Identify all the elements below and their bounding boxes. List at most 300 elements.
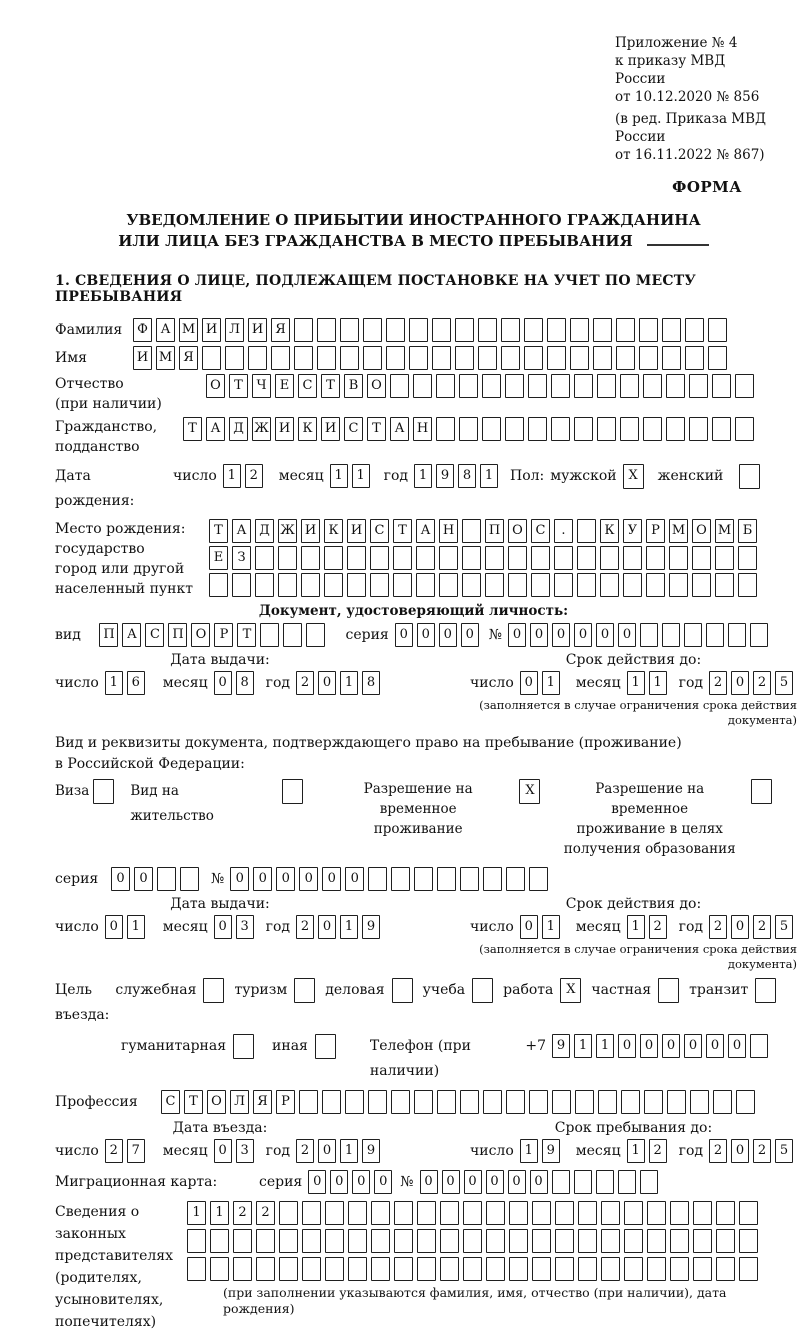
given-name-char-cell[interactable]: [593, 346, 612, 370]
given-name-char-cell[interactable]: [616, 346, 635, 370]
representative-char-cell[interactable]: [601, 1201, 620, 1225]
profession-char-cell[interactable]: [391, 1090, 410, 1114]
given-name-char-cell[interactable]: [317, 346, 336, 370]
birth-place-char-cell[interactable]: [600, 573, 619, 597]
representative-char-cell[interactable]: [578, 1201, 597, 1225]
entry-day-cell[interactable]: 7: [127, 1139, 145, 1163]
birth-place-char-cell[interactable]: [715, 546, 734, 570]
representative-char-cell[interactable]: [693, 1201, 712, 1225]
surname-char-cell[interactable]: И: [248, 318, 267, 342]
representative-char-cell[interactable]: [187, 1229, 206, 1253]
citizenship-char-cell[interactable]: А: [206, 417, 225, 441]
migration-number-cell[interactable]: 0: [530, 1170, 548, 1194]
representative-char-cell[interactable]: [394, 1201, 413, 1225]
patronymic-char-cell[interactable]: Ч: [252, 374, 271, 398]
residence-permit-checkbox-cell[interactable]: [282, 779, 303, 804]
citizenship-char-cell[interactable]: С: [344, 417, 363, 441]
migration-number-cell[interactable]: [640, 1170, 658, 1194]
surname-char-cell[interactable]: [685, 318, 704, 342]
profession-char-cell[interactable]: [299, 1090, 318, 1114]
representative-char-cell[interactable]: [486, 1257, 505, 1281]
surname-char-cell[interactable]: [386, 318, 405, 342]
representative-char-cell[interactable]: [417, 1201, 436, 1225]
issue-day-cell[interactable]: 0: [105, 915, 123, 939]
residence-series-cell[interactable]: [157, 867, 176, 891]
representative-char-cell[interactable]: [302, 1229, 321, 1253]
doc-number-cell[interactable]: [728, 623, 746, 647]
birth-place-char-cell[interactable]: [485, 546, 504, 570]
birth-place-char-cell[interactable]: [347, 546, 366, 570]
birth-place-char-cell[interactable]: Р: [646, 519, 665, 543]
profession-char-cell[interactable]: Т: [184, 1090, 203, 1114]
birth-place-char-cell[interactable]: [416, 546, 435, 570]
birth-place-char-cell[interactable]: [554, 573, 573, 597]
given-name-char-cell[interactable]: [432, 346, 451, 370]
valid-month-cell[interactable]: 1: [649, 671, 667, 695]
patronymic-char-cell[interactable]: [620, 374, 639, 398]
birth-place-char-cell[interactable]: [324, 546, 343, 570]
given-name-char-cell[interactable]: [524, 346, 543, 370]
given-name-char-cell[interactable]: Я: [179, 346, 198, 370]
migration-number-cell[interactable]: 0: [442, 1170, 460, 1194]
representative-char-cell[interactable]: [279, 1229, 298, 1253]
given-name-char-cell[interactable]: [478, 346, 497, 370]
representative-char-cell[interactable]: 2: [233, 1201, 252, 1225]
profession-char-cell[interactable]: [736, 1090, 755, 1114]
surname-char-cell[interactable]: М: [179, 318, 198, 342]
patronymic-char-cell[interactable]: Е: [275, 374, 294, 398]
representative-char-cell[interactable]: [693, 1229, 712, 1253]
birth-place-char-cell[interactable]: [324, 573, 343, 597]
citizenship-char-cell[interactable]: К: [298, 417, 317, 441]
citizenship-char-cell[interactable]: Т: [183, 417, 202, 441]
birth-place-char-cell[interactable]: [301, 546, 320, 570]
entry-day-cell[interactable]: 2: [105, 1139, 123, 1163]
residence-number-cell[interactable]: 0: [230, 867, 249, 891]
birth-place-char-cell[interactable]: С: [531, 519, 550, 543]
valid-year-cell[interactable]: 2: [753, 915, 771, 939]
doc-series-cell[interactable]: 0: [461, 623, 479, 647]
given-name-char-cell[interactable]: [455, 346, 474, 370]
birth-place-char-cell[interactable]: М: [715, 519, 734, 543]
representative-char-cell[interactable]: [601, 1257, 620, 1281]
residence-number-cell[interactable]: [437, 867, 456, 891]
entry-year-cell[interactable]: 0: [318, 1139, 336, 1163]
birth-place-char-cell[interactable]: Ж: [278, 519, 297, 543]
purpose-official-checkbox[interactable]: [203, 978, 224, 1003]
patronymic-char-cell[interactable]: [482, 374, 501, 398]
citizenship-char-cell[interactable]: [551, 417, 570, 441]
citizenship-char-cell[interactable]: [528, 417, 547, 441]
patronymic-char-cell[interactable]: [390, 374, 409, 398]
birth-year-cell[interactable]: 8: [458, 464, 476, 488]
birth-place-char-cell[interactable]: [577, 546, 596, 570]
residence-number-cell[interactable]: [414, 867, 433, 891]
birth-place-char-cell[interactable]: [255, 573, 274, 597]
migration-series-cell[interactable]: 0: [330, 1170, 348, 1194]
birth-place-char-cell[interactable]: [531, 573, 550, 597]
given-name-char-cell[interactable]: [662, 346, 681, 370]
representative-char-cell[interactable]: [578, 1257, 597, 1281]
birth-place-char-cell[interactable]: Е: [209, 546, 228, 570]
birth-place-char-cell[interactable]: О: [692, 519, 711, 543]
birth-place-char-cell[interactable]: [209, 573, 228, 597]
birth-place-char-cell[interactable]: [439, 546, 458, 570]
representative-char-cell[interactable]: [440, 1257, 459, 1281]
given-name-char-cell[interactable]: [409, 346, 428, 370]
representative-char-cell[interactable]: [463, 1257, 482, 1281]
citizenship-char-cell[interactable]: [597, 417, 616, 441]
female-checkbox-cell[interactable]: [739, 464, 760, 489]
purpose-study-checkbox[interactable]: [472, 978, 493, 1003]
doc-number-cell[interactable]: 0: [618, 623, 636, 647]
issue-year-cell[interactable]: 8: [362, 671, 380, 695]
surname-char-cell[interactable]: [432, 318, 451, 342]
birth-place-char-cell[interactable]: [508, 546, 527, 570]
birth-place-char-cell[interactable]: [439, 573, 458, 597]
doc-number-cell[interactable]: 0: [508, 623, 526, 647]
profession-char-cell[interactable]: [598, 1090, 617, 1114]
doc-kind-char-cell[interactable]: Т: [237, 623, 256, 647]
profession-char-cell[interactable]: [529, 1090, 548, 1114]
issue-year-cell[interactable]: 1: [340, 671, 358, 695]
given-name-char-cell[interactable]: [639, 346, 658, 370]
representative-char-cell[interactable]: [739, 1201, 758, 1225]
representative-char-cell[interactable]: [509, 1257, 528, 1281]
birth-place-char-cell[interactable]: [508, 573, 527, 597]
representative-char-cell[interactable]: [532, 1229, 551, 1253]
residence-number-cell[interactable]: [529, 867, 548, 891]
representative-char-cell[interactable]: [210, 1257, 229, 1281]
citizenship-char-cell[interactable]: Н: [413, 417, 432, 441]
birth-year-cell[interactable]: 1: [480, 464, 498, 488]
citizenship-char-cell[interactable]: А: [390, 417, 409, 441]
issue-year-cell[interactable]: 0: [318, 671, 336, 695]
male-checkbox-cell[interactable]: X: [623, 464, 644, 489]
doc-number-cell[interactable]: 0: [596, 623, 614, 647]
birth-place-char-cell[interactable]: [347, 573, 366, 597]
entry-year-cell[interactable]: 2: [296, 1139, 314, 1163]
citizenship-char-cell[interactable]: И: [275, 417, 294, 441]
representative-char-cell[interactable]: [325, 1201, 344, 1225]
representative-char-cell[interactable]: [371, 1201, 390, 1225]
citizenship-char-cell[interactable]: И: [321, 417, 340, 441]
representative-char-cell[interactable]: [256, 1229, 275, 1253]
representative-char-cell[interactable]: [233, 1229, 252, 1253]
profession-char-cell[interactable]: [690, 1090, 709, 1114]
migration-number-cell[interactable]: 0: [464, 1170, 482, 1194]
phone-digit-cell[interactable]: 0: [684, 1034, 702, 1058]
residence-number-cell[interactable]: 0: [253, 867, 272, 891]
representative-char-cell[interactable]: [647, 1201, 666, 1225]
birth-place-char-cell[interactable]: [692, 573, 711, 597]
profession-char-cell[interactable]: [460, 1090, 479, 1114]
birth-place-char-cell[interactable]: Б: [738, 519, 757, 543]
migration-number-cell[interactable]: 0: [420, 1170, 438, 1194]
issue-year-cell[interactable]: 1: [340, 915, 358, 939]
representative-char-cell[interactable]: [647, 1257, 666, 1281]
representative-char-cell[interactable]: [624, 1257, 643, 1281]
citizenship-char-cell[interactable]: [643, 417, 662, 441]
valid-year-cell[interactable]: 2: [753, 671, 771, 695]
issue-year-cell[interactable]: 0: [318, 915, 336, 939]
birth-place-char-cell[interactable]: [485, 573, 504, 597]
valid-day-cell[interactable]: 1: [542, 915, 560, 939]
representative-char-cell[interactable]: [578, 1229, 597, 1253]
doc-number-cell[interactable]: [750, 623, 768, 647]
purpose-transit-checkbox[interactable]: [755, 978, 776, 1003]
entry-year-cell[interactable]: 9: [362, 1139, 380, 1163]
citizenship-char-cell[interactable]: Т: [367, 417, 386, 441]
issue-day-cell[interactable]: 6: [127, 671, 145, 695]
given-name-char-cell[interactable]: [248, 346, 267, 370]
profession-char-cell[interactable]: Я: [253, 1090, 272, 1114]
representative-char-cell[interactable]: [555, 1201, 574, 1225]
representative-char-cell[interactable]: [325, 1257, 344, 1281]
citizenship-char-cell[interactable]: [735, 417, 754, 441]
doc-kind-char-cell[interactable]: Р: [214, 623, 233, 647]
representative-char-cell[interactable]: [670, 1257, 689, 1281]
birth-place-char-cell[interactable]: [623, 573, 642, 597]
representative-char-cell[interactable]: [486, 1201, 505, 1225]
surname-char-cell[interactable]: А: [156, 318, 175, 342]
birth-place-char-cell[interactable]: [577, 519, 596, 543]
profession-char-cell[interactable]: [322, 1090, 341, 1114]
surname-char-cell[interactable]: [662, 318, 681, 342]
birth-place-char-cell[interactable]: [646, 573, 665, 597]
patronymic-char-cell[interactable]: Т: [229, 374, 248, 398]
profession-char-cell[interactable]: [621, 1090, 640, 1114]
representative-char-cell[interactable]: [463, 1229, 482, 1253]
surname-char-cell[interactable]: [547, 318, 566, 342]
residence-number-cell[interactable]: 0: [299, 867, 318, 891]
patronymic-char-cell[interactable]: [436, 374, 455, 398]
entry-year-cell[interactable]: 1: [340, 1139, 358, 1163]
birth-place-char-cell[interactable]: [370, 573, 389, 597]
entry-month-cell[interactable]: 3: [236, 1139, 254, 1163]
stay-day-cell[interactable]: 1: [520, 1139, 538, 1163]
representative-char-cell[interactable]: [187, 1257, 206, 1281]
birth-place-char-cell[interactable]: У: [623, 519, 642, 543]
profession-char-cell[interactable]: Л: [230, 1090, 249, 1114]
patronymic-char-cell[interactable]: [735, 374, 754, 398]
citizenship-char-cell[interactable]: Д: [229, 417, 248, 441]
patronymic-char-cell[interactable]: [666, 374, 685, 398]
birth-place-char-cell[interactable]: [692, 546, 711, 570]
stay-month-cell[interactable]: 1: [627, 1139, 645, 1163]
representative-char-cell[interactable]: [624, 1229, 643, 1253]
birth-place-char-cell[interactable]: Т: [209, 519, 228, 543]
birth-place-char-cell[interactable]: [623, 546, 642, 570]
residence-number-cell[interactable]: [460, 867, 479, 891]
migration-series-cell[interactable]: 0: [374, 1170, 392, 1194]
patronymic-char-cell[interactable]: [712, 374, 731, 398]
representative-char-cell[interactable]: [279, 1201, 298, 1225]
representative-char-cell[interactable]: [670, 1229, 689, 1253]
residence-number-cell[interactable]: [391, 867, 410, 891]
representative-char-cell[interactable]: 1: [187, 1201, 206, 1225]
valid-day-cell[interactable]: 0: [520, 915, 538, 939]
citizenship-char-cell[interactable]: Ж: [252, 417, 271, 441]
issue-month-cell[interactable]: 0: [214, 915, 232, 939]
doc-kind-char-cell[interactable]: С: [145, 623, 164, 647]
patronymic-char-cell[interactable]: [689, 374, 708, 398]
patronymic-char-cell[interactable]: [574, 374, 593, 398]
purpose-other-checkbox[interactable]: [315, 1034, 336, 1059]
representative-char-cell[interactable]: [302, 1257, 321, 1281]
valid-year-cell[interactable]: 2: [709, 915, 727, 939]
residence-number-cell[interactable]: 0: [345, 867, 364, 891]
purpose-private-checkbox[interactable]: [658, 978, 679, 1003]
birth-place-char-cell[interactable]: И: [347, 519, 366, 543]
birth-day-cell[interactable]: 1: [223, 464, 241, 488]
representative-char-cell[interactable]: [256, 1257, 275, 1281]
representative-char-cell[interactable]: [325, 1229, 344, 1253]
phone-digit-cell[interactable]: 9: [552, 1034, 570, 1058]
profession-char-cell[interactable]: [437, 1090, 456, 1114]
valid-year-cell[interactable]: 5: [775, 671, 793, 695]
issue-day-cell[interactable]: 1: [127, 915, 145, 939]
representative-char-cell[interactable]: [348, 1201, 367, 1225]
patronymic-char-cell[interactable]: [505, 374, 524, 398]
residence-series-cell[interactable]: 0: [134, 867, 153, 891]
surname-char-cell[interactable]: [317, 318, 336, 342]
representative-char-cell[interactable]: [555, 1229, 574, 1253]
representative-char-cell[interactable]: [624, 1201, 643, 1225]
representative-char-cell[interactable]: [716, 1229, 735, 1253]
profession-char-cell[interactable]: О: [207, 1090, 226, 1114]
patronymic-char-cell[interactable]: [597, 374, 616, 398]
citizenship-char-cell[interactable]: [689, 417, 708, 441]
given-name-char-cell[interactable]: [386, 346, 405, 370]
representative-char-cell[interactable]: [210, 1229, 229, 1253]
doc-series-cell[interactable]: 0: [439, 623, 457, 647]
birth-place-char-cell[interactable]: [531, 546, 550, 570]
given-name-char-cell[interactable]: [363, 346, 382, 370]
given-name-char-cell[interactable]: [685, 346, 704, 370]
surname-char-cell[interactable]: Ф: [133, 318, 152, 342]
valid-year-cell[interactable]: 0: [731, 915, 749, 939]
birth-place-char-cell[interactable]: О: [508, 519, 527, 543]
profession-char-cell[interactable]: [345, 1090, 364, 1114]
surname-char-cell[interactable]: [616, 318, 635, 342]
birth-place-char-cell[interactable]: К: [324, 519, 343, 543]
birth-place-char-cell[interactable]: З: [232, 546, 251, 570]
surname-char-cell[interactable]: [455, 318, 474, 342]
birth-place-char-cell[interactable]: [669, 573, 688, 597]
surname-char-cell[interactable]: [570, 318, 589, 342]
migration-number-cell[interactable]: [596, 1170, 614, 1194]
citizenship-char-cell[interactable]: [482, 417, 501, 441]
birth-place-char-cell[interactable]: [393, 546, 412, 570]
citizenship-char-cell[interactable]: [666, 417, 685, 441]
profession-char-cell[interactable]: [414, 1090, 433, 1114]
doc-kind-char-cell[interactable]: П: [168, 623, 187, 647]
stay-year-cell[interactable]: 5: [775, 1139, 793, 1163]
doc-kind-char-cell[interactable]: [306, 623, 325, 647]
surname-char-cell[interactable]: [340, 318, 359, 342]
doc-kind-char-cell[interactable]: [260, 623, 279, 647]
residence-series-cell[interactable]: 0: [111, 867, 130, 891]
stay-year-cell[interactable]: 2: [709, 1139, 727, 1163]
given-name-char-cell[interactable]: [340, 346, 359, 370]
issue-month-cell[interactable]: 0: [214, 671, 232, 695]
surname-char-cell[interactable]: [501, 318, 520, 342]
residence-series-cell[interactable]: [180, 867, 199, 891]
phone-digit-cell[interactable]: 0: [706, 1034, 724, 1058]
representative-char-cell[interactable]: [486, 1229, 505, 1253]
profession-char-cell[interactable]: [575, 1090, 594, 1114]
representative-char-cell[interactable]: [463, 1201, 482, 1225]
migration-number-cell[interactable]: [552, 1170, 570, 1194]
phone-digit-cell[interactable]: 0: [640, 1034, 658, 1058]
birth-year-cell[interactable]: 1: [414, 464, 432, 488]
phone-digit-cell[interactable]: 1: [596, 1034, 614, 1058]
valid-month-cell[interactable]: 1: [627, 671, 645, 695]
representative-char-cell[interactable]: [601, 1229, 620, 1253]
birth-place-char-cell[interactable]: [738, 546, 757, 570]
representative-char-cell[interactable]: [739, 1229, 758, 1253]
issue-year-cell[interactable]: 2: [296, 915, 314, 939]
doc-series-cell[interactable]: 0: [417, 623, 435, 647]
birth-place-char-cell[interactable]: Т: [393, 519, 412, 543]
citizenship-char-cell[interactable]: [574, 417, 593, 441]
citizenship-char-cell[interactable]: [620, 417, 639, 441]
residence-number-cell[interactable]: 0: [322, 867, 341, 891]
profession-char-cell[interactable]: [644, 1090, 663, 1114]
doc-kind-char-cell[interactable]: [283, 623, 302, 647]
birth-place-char-cell[interactable]: [370, 546, 389, 570]
doc-series-cell[interactable]: 0: [395, 623, 413, 647]
profession-char-cell[interactable]: [713, 1090, 732, 1114]
representative-char-cell[interactable]: [532, 1201, 551, 1225]
birth-place-char-cell[interactable]: [738, 573, 757, 597]
entry-month-cell[interactable]: 0: [214, 1139, 232, 1163]
surname-char-cell[interactable]: Л: [225, 318, 244, 342]
valid-day-cell[interactable]: 0: [520, 671, 538, 695]
residence-number-cell[interactable]: 0: [276, 867, 295, 891]
birth-place-char-cell[interactable]: П: [485, 519, 504, 543]
representative-char-cell[interactable]: 1: [210, 1201, 229, 1225]
given-name-char-cell[interactable]: [708, 346, 727, 370]
representative-char-cell[interactable]: [371, 1257, 390, 1281]
birth-month-cell[interactable]: 1: [330, 464, 348, 488]
surname-char-cell[interactable]: [294, 318, 313, 342]
birth-place-char-cell[interactable]: [669, 546, 688, 570]
issue-month-cell[interactable]: 8: [236, 671, 254, 695]
patronymic-char-cell[interactable]: [528, 374, 547, 398]
representative-char-cell[interactable]: [394, 1229, 413, 1253]
issue-day-cell[interactable]: 1: [105, 671, 123, 695]
migration-number-cell[interactable]: 0: [486, 1170, 504, 1194]
given-name-char-cell[interactable]: И: [133, 346, 152, 370]
doc-kind-char-cell[interactable]: О: [191, 623, 210, 647]
doc-number-cell[interactable]: [706, 623, 724, 647]
purpose-humanitarian-checkbox[interactable]: [233, 1034, 254, 1059]
profession-char-cell[interactable]: [552, 1090, 571, 1114]
representative-char-cell[interactable]: [509, 1201, 528, 1225]
representative-char-cell[interactable]: [348, 1257, 367, 1281]
purpose-work-checkbox[interactable]: X: [560, 978, 581, 1003]
birth-place-char-cell[interactable]: Д: [255, 519, 274, 543]
birth-place-char-cell[interactable]: А: [232, 519, 251, 543]
given-name-char-cell[interactable]: [225, 346, 244, 370]
phone-digit-cell[interactable]: [750, 1034, 768, 1058]
valid-month-cell[interactable]: 2: [649, 915, 667, 939]
migration-series-cell[interactable]: 0: [352, 1170, 370, 1194]
representative-char-cell[interactable]: [739, 1257, 758, 1281]
profession-char-cell[interactable]: [506, 1090, 525, 1114]
